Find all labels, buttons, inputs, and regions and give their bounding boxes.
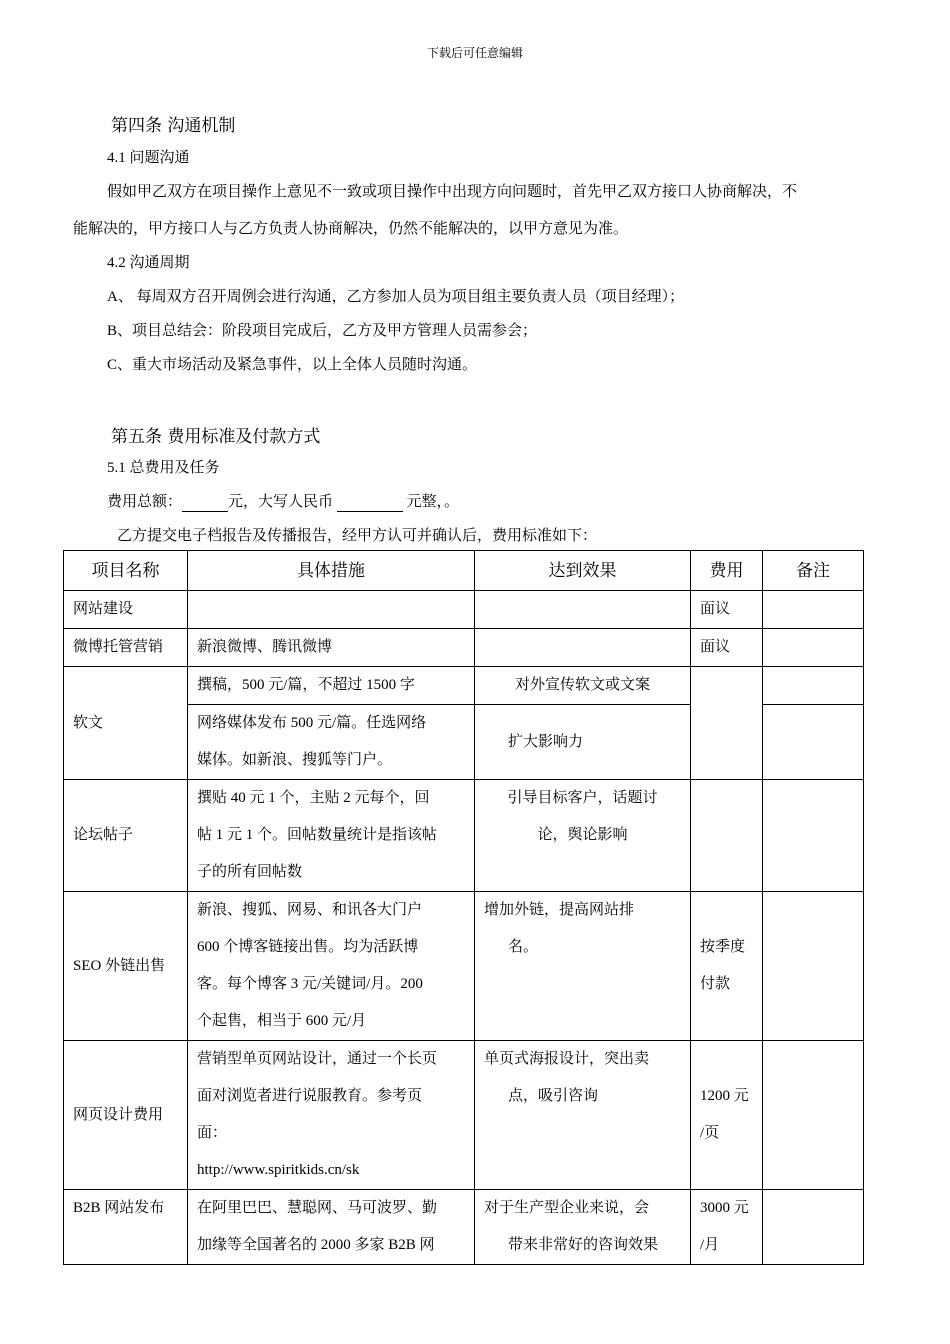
cell-fee (691, 1190, 763, 1265)
list-item-c: C、重大市场活动及紧急事件，以上全体人员随时沟通。 (107, 357, 478, 373)
fee-intro: 乙方提交电子档报告及传播报告，经甲方认可并确认后，费用标准如下： (117, 528, 598, 544)
list-item-b: B、项目总结会：阶段项目完成后，乙方及甲方管理人员需参会； (107, 323, 538, 339)
paragraph-line: 能解决的，甲方接口人与乙方负责人协商解决，仍然不能解决的，以甲方意见为准。 (73, 221, 629, 237)
cell-line: 论，舆论影响 (537, 827, 628, 843)
section4-1-heading: 4.1 问题沟通 (107, 150, 190, 166)
cell-line: 600 个博客链接出售。均为活跃博 (197, 939, 419, 955)
cell-note (763, 591, 864, 629)
cell-effect: 对外宣传软文或文案 (475, 667, 691, 705)
cell-line: 增加外链，提高网站排 (484, 902, 635, 918)
cell-name: 微博托管营销 (64, 629, 188, 667)
cell-line: 帖 1 元 1 个。回帖数量统计是指该帖 (197, 827, 438, 843)
cell-line: 营销型单页网站设计，通过一个长页 (197, 1051, 438, 1067)
cell-name: 网页设计费用 (64, 1041, 188, 1190)
total-fee-line (107, 490, 459, 512)
cell-measure (188, 1041, 475, 1190)
cell-line: 引导目标客户，话题讨 (507, 790, 658, 806)
cell-line: 1200 元 (700, 1088, 749, 1104)
cell-measure: 新浪微博、腾讯微博 (188, 629, 475, 667)
table-row (64, 892, 864, 1041)
table-row (64, 667, 864, 705)
header-effect: 达到效果 (475, 551, 691, 591)
cell-line: 按季度 (700, 939, 746, 955)
header-note: 备注 (763, 551, 864, 591)
cell-line: 面： (197, 1125, 228, 1141)
amount-blank (182, 494, 228, 512)
cell-effect: 扩大影响力 (475, 705, 691, 780)
total-fee-mid: 元，大写人民币 (228, 494, 337, 510)
cell-measure (188, 591, 475, 629)
cell-fee (691, 780, 763, 892)
cell-note (763, 1190, 864, 1265)
cell-line: 网络媒体发布 500 元/篇。任选网络 (197, 715, 427, 731)
header-name: 项目名称 (64, 551, 188, 591)
table-row (64, 1190, 864, 1265)
cell-line: http://www.spiritkids.cn/sk (197, 1162, 360, 1178)
cell-line: 新浪、搜狐、网易、和讯各大门户 (197, 902, 423, 918)
cell-measure: 撰稿，500 元/篇，不超过 1500 字 (188, 667, 475, 705)
table-row (64, 780, 864, 892)
cell-fee (691, 667, 763, 780)
cell-note (763, 1041, 864, 1190)
cell-line: 带来非常好的咨询效果 (508, 1237, 659, 1253)
cell-note (763, 667, 864, 705)
cell-line: 付款 (700, 976, 731, 992)
cell-name: 论坛帖子 (64, 780, 188, 892)
cell-name: SEO 外链出售 (64, 892, 188, 1041)
section4-2-heading: 4.2 沟通周期 (107, 255, 190, 271)
cell-line: 3000 元 (700, 1200, 749, 1216)
cell-measure (188, 705, 475, 780)
paragraph-line: 假如甲乙双方在项目操作上意见不一致或项目操作中出现方向问题时，首先甲乙双方接口人协商解决，不 (107, 184, 798, 200)
cell-line: 点，吸引咨询 (508, 1088, 599, 1104)
total-fee-suffix: 元整，。 (402, 494, 460, 510)
cell-fee (691, 892, 763, 1041)
fee-table (63, 550, 864, 1265)
cell-name: 软文 (64, 667, 188, 780)
cell-line: 子的所有回帖数 (197, 864, 303, 880)
table-row (64, 1041, 864, 1190)
cell-effect (475, 629, 691, 667)
header-measure: 具体措施 (188, 551, 475, 591)
cell-measure (188, 892, 475, 1041)
table-row (64, 591, 864, 629)
cell-note (763, 705, 864, 780)
page-header: 下载后可任意编辑 (426, 46, 523, 60)
cell-line: 在阿里巴巴、慧聪网、马可波罗、勤 (197, 1200, 438, 1216)
cell-note (763, 629, 864, 667)
cell-measure (188, 780, 475, 892)
cell-line: 撰贴 40 元 1 个，主贴 2 元每个，回 (197, 790, 430, 806)
cell-note (763, 892, 864, 1041)
total-fee-prefix: 费用总额： (107, 494, 183, 510)
cell-effect (475, 892, 691, 1041)
cell-measure (188, 1190, 475, 1265)
cell-note (763, 780, 864, 892)
cell-name: B2B 网站发布 (64, 1190, 188, 1265)
cell-fee: 面议 (691, 591, 763, 629)
section4-title: 第四条 沟通机制 (111, 116, 236, 136)
section5-title: 第五条 费用标准及付款方式 (111, 427, 321, 447)
cell-line: 加缘等全国著名的 2000 多家 B2B 网 (197, 1237, 435, 1253)
table-row (64, 629, 864, 667)
cell-name: 网站建设 (64, 591, 188, 629)
section5-1-heading: 5.1 总费用及任务 (107, 460, 220, 476)
header-fee: 费用 (691, 551, 763, 591)
amount-words-blank (337, 494, 403, 512)
cell-line: 客。每个博客 3 元/关键词/月。200 (197, 976, 423, 992)
cell-effect (475, 591, 691, 629)
cell-line: /页 (700, 1125, 720, 1141)
cell-effect (475, 780, 691, 892)
cell-line: /月 (700, 1237, 720, 1253)
cell-line: 面对浏览者进行说服教育。参考页 (197, 1088, 423, 1104)
cell-fee (691, 1041, 763, 1190)
cell-fee: 面议 (691, 629, 763, 667)
cell-line: 对于生产型企业来说，会 (484, 1200, 650, 1216)
list-item-a: A、 每周双方召开周例会进行沟通，乙方参加人员为项目组主要负责人员（项目经理）； (107, 289, 685, 305)
cell-line: 媒体。如新浪、搜狐等门户。 (197, 752, 393, 768)
cell-line: 名。 (508, 939, 539, 955)
cell-line: 个起售，相当于 600 元/月 (197, 1013, 367, 1029)
cell-effect (475, 1041, 691, 1190)
cell-line: 单页式海报设计，突出卖 (484, 1051, 650, 1067)
cell-effect (475, 1190, 691, 1265)
